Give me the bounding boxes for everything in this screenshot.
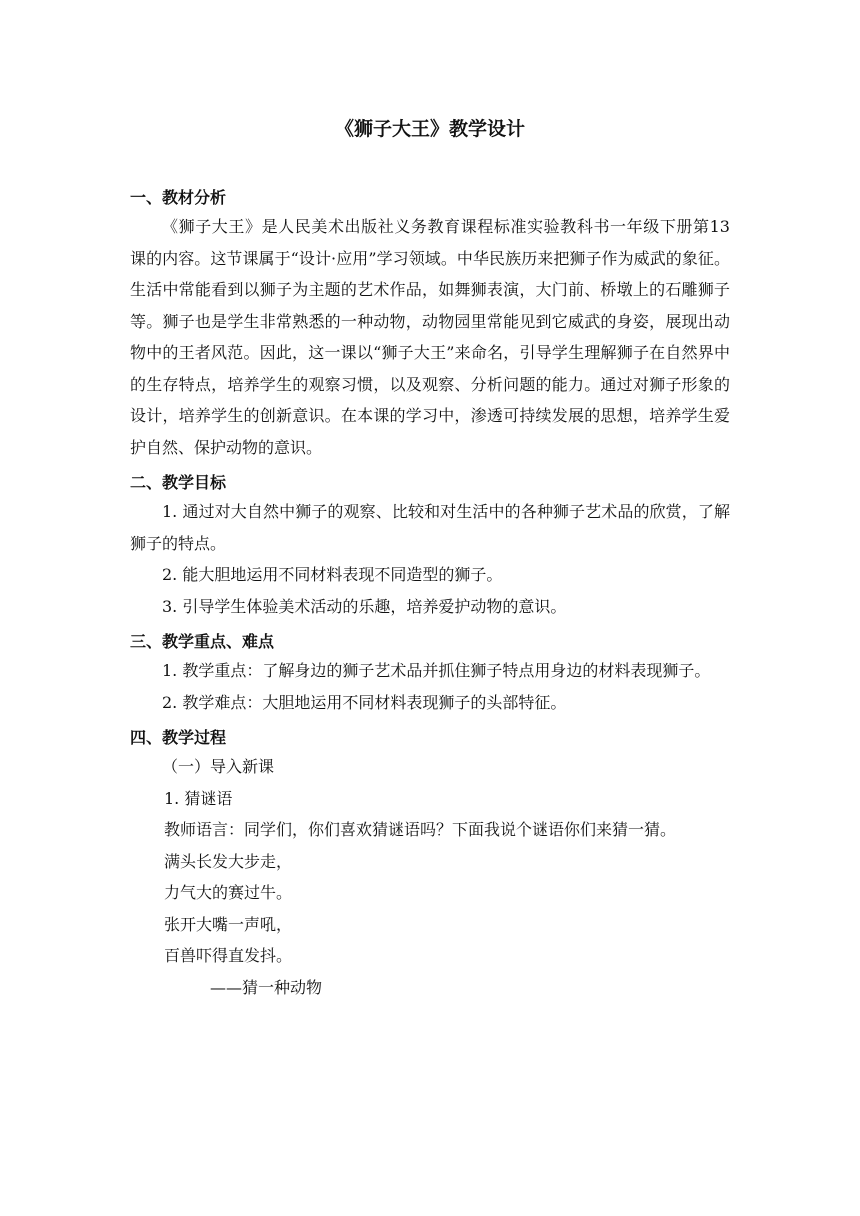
section-heading-teaching-objectives: 二、教学目标 [130,473,227,492]
riddle-hint: ——猜一种动物 [210,977,323,997]
teacher-speech: 教师语言：同学们，你们喜欢猜谜语吗？下面我说个谜语你们来猜一猜。 [164,820,677,839]
paragraph: 《狮子大王》是人民美术出版社义务教育课程标准实验教科书一年级下册第13 课的内容。这节课属于“设计·应用”学习领域。中华民族历来把狮子作为威武的象征。生活中常能看到以狮子为主题的艺术作品，如舞狮表演，大门前、桥墩上的石雕狮子等。狮子也是学生非常熟悉的一种动物，动物园里常能见到它威武的身姿，展现出动物中的王者风范。因此，这一课以“狮子大王”来命名，引导学生理解狮子在自然界中的生存特点，培养学生的观察习惯，以及观察、分析问题的能力。通过对狮子形象的设计，培养学生的创新意识。在本课的学习中，渗透可持续发展的思想，培养学生爱护自然、保护动物的意识。 [130,217,730,457]
section-heading-materials-analysis: 一、教材分析 [130,188,227,207]
key-point-item: 1. 教学重点：了解身边的狮子艺术品并抓住狮子特点用身边的材料表现狮子。 [162,661,711,680]
riddle-line: 满头长发大步走， [164,851,293,871]
riddle-line: 张开大嘴一声吼， [164,914,293,934]
subsection-heading: （一）导入新课 [162,757,275,776]
section-heading-teaching-process: 四、教学过程 [130,728,227,747]
objective-item: 1. 通过对大自然中狮子的观察、比较和对生活中的各种狮子艺术品的欣赏，了解狮子的特点。 [130,502,730,553]
riddle-line: 百兽吓得直发抖。 [164,946,293,965]
objective-item: 3. 引导学生体验美术活动的乐趣，培养爱护动物的意识。 [162,596,567,616]
objective-item: 2. 能大胆地运用不同材料表现不同造型的狮子。 [162,565,503,584]
document-title: 《狮子大王》教学设计 [334,118,525,140]
section-heading-key-points: 三、教学重点、难点 [130,632,275,651]
step-title: 1. 猜谜语 [164,788,233,808]
key-point-item: 2. 教学难点：大胆地运用不同材料表现狮子的头部特征。 [162,692,567,712]
document-body [130,186,730,1003]
riddle-line: 力气大的赛过牛。 [164,883,293,902]
